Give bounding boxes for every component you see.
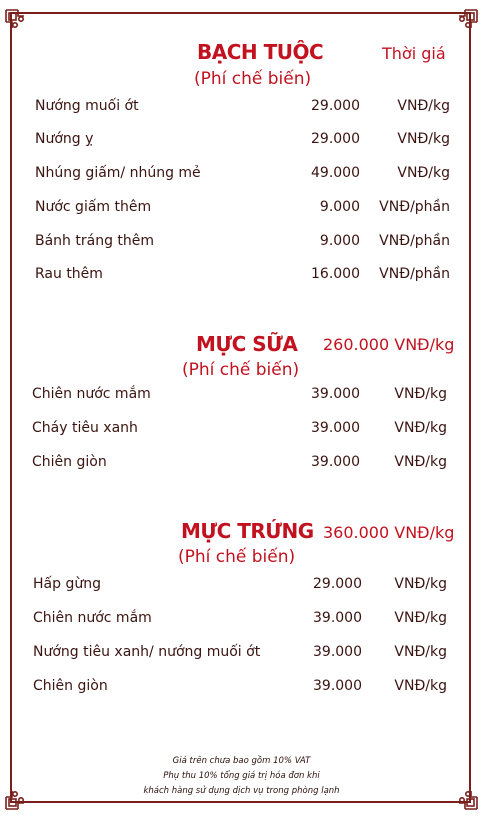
- menu-item: [0, 165, 483, 185]
- section-title: BẠCH TUỘC: [197, 40, 324, 64]
- item-price: 29.000: [311, 98, 360, 114]
- section-subtitle: (Phí chế biến): [194, 69, 312, 89]
- item-name: Nướng ỵ: [35, 131, 94, 147]
- footer-vat-note: Giá trên chưa bao gồm 10% VAT: [172, 756, 311, 766]
- item-price: 39.000: [311, 454, 360, 470]
- item-name: Nướng muối ớt: [35, 98, 139, 114]
- item-unit: VNĐ/kg: [394, 610, 447, 626]
- section-price-note: 360.000 VNĐ/kg: [323, 523, 455, 542]
- section-title: MỰC TRỨNG: [181, 519, 314, 543]
- item-name: Rau thêm: [35, 266, 103, 282]
- item-name: Chiên nước mắm: [33, 610, 152, 626]
- item-unit: VNĐ/kg: [397, 98, 450, 114]
- item-unit: VNĐ/phần: [379, 199, 450, 215]
- section-subtitle: (Phí chế biến): [178, 547, 296, 567]
- item-price: 29.000: [313, 576, 362, 592]
- menu-item: [0, 644, 483, 664]
- item-unit: VNĐ/kg: [394, 678, 447, 694]
- item-unit: VNĐ/phần: [379, 233, 450, 249]
- item-price: 29.000: [311, 131, 360, 147]
- item-unit: VNĐ/kg: [394, 576, 447, 592]
- footer-surcharge-note: Phụ thu 10% tổng giá trị hóa đơn khi: [163, 771, 320, 781]
- item-name: Bánh tráng thêm: [35, 233, 155, 249]
- corner-ornament-icon: [451, 8, 479, 36]
- section-title: MỰC SỮA: [196, 332, 298, 356]
- item-price: 39.000: [313, 610, 362, 626]
- menu-item: [0, 386, 483, 406]
- menu-item: [0, 233, 483, 253]
- menu-item: [0, 610, 483, 630]
- menu-item: [0, 199, 483, 219]
- item-price: 39.000: [311, 420, 360, 436]
- menu-item: [0, 454, 483, 474]
- item-name: Nướng tiêu xanh/ nướng muối ớt: [33, 644, 261, 660]
- footer-surcharge-note-cont: khách hàng sử dụng dịch vụ trong phòng lạnh: [143, 786, 340, 796]
- item-name: Chiên nước mắm: [32, 386, 151, 402]
- menu-item: [0, 98, 483, 118]
- item-price: 39.000: [313, 678, 362, 694]
- item-unit: VNĐ/kg: [394, 644, 447, 660]
- item-name: Hấp gừng: [33, 576, 101, 592]
- item-name: Cháy tiêu xanh: [32, 420, 138, 436]
- item-name: Nước giấm thêm: [35, 199, 152, 215]
- item-price: 39.000: [313, 644, 362, 660]
- item-name: Chiên giòn: [32, 454, 107, 470]
- item-unit: VNĐ/kg: [397, 165, 450, 181]
- corner-ornament-icon: [4, 8, 32, 36]
- menu-item: [0, 576, 483, 596]
- menu-item: [0, 420, 483, 440]
- item-price: 49.000: [311, 165, 360, 181]
- item-unit: VNĐ/kg: [397, 131, 450, 147]
- menu-item: [0, 131, 483, 151]
- item-price: 9.000: [319, 199, 360, 215]
- section-price-note: 260.000 VNĐ/kg: [323, 335, 455, 354]
- section-price-note: Thời giá: [382, 44, 446, 63]
- item-price: 16.000: [311, 266, 360, 282]
- item-name: Chiên giòn: [33, 678, 108, 694]
- item-unit: VNĐ/kg: [394, 420, 447, 436]
- menu-item: [0, 266, 483, 286]
- item-price: 9.000: [319, 233, 360, 249]
- item-unit: VNĐ/phần: [379, 266, 450, 282]
- item-price: 39.000: [311, 386, 360, 402]
- menu-item: [0, 678, 483, 698]
- section-subtitle: (Phí chế biến): [182, 360, 300, 380]
- item-name: Nhúng giấm/ nhúng mẻ: [35, 165, 201, 181]
- item-unit: VNĐ/kg: [394, 386, 447, 402]
- item-unit: VNĐ/kg: [394, 454, 447, 470]
